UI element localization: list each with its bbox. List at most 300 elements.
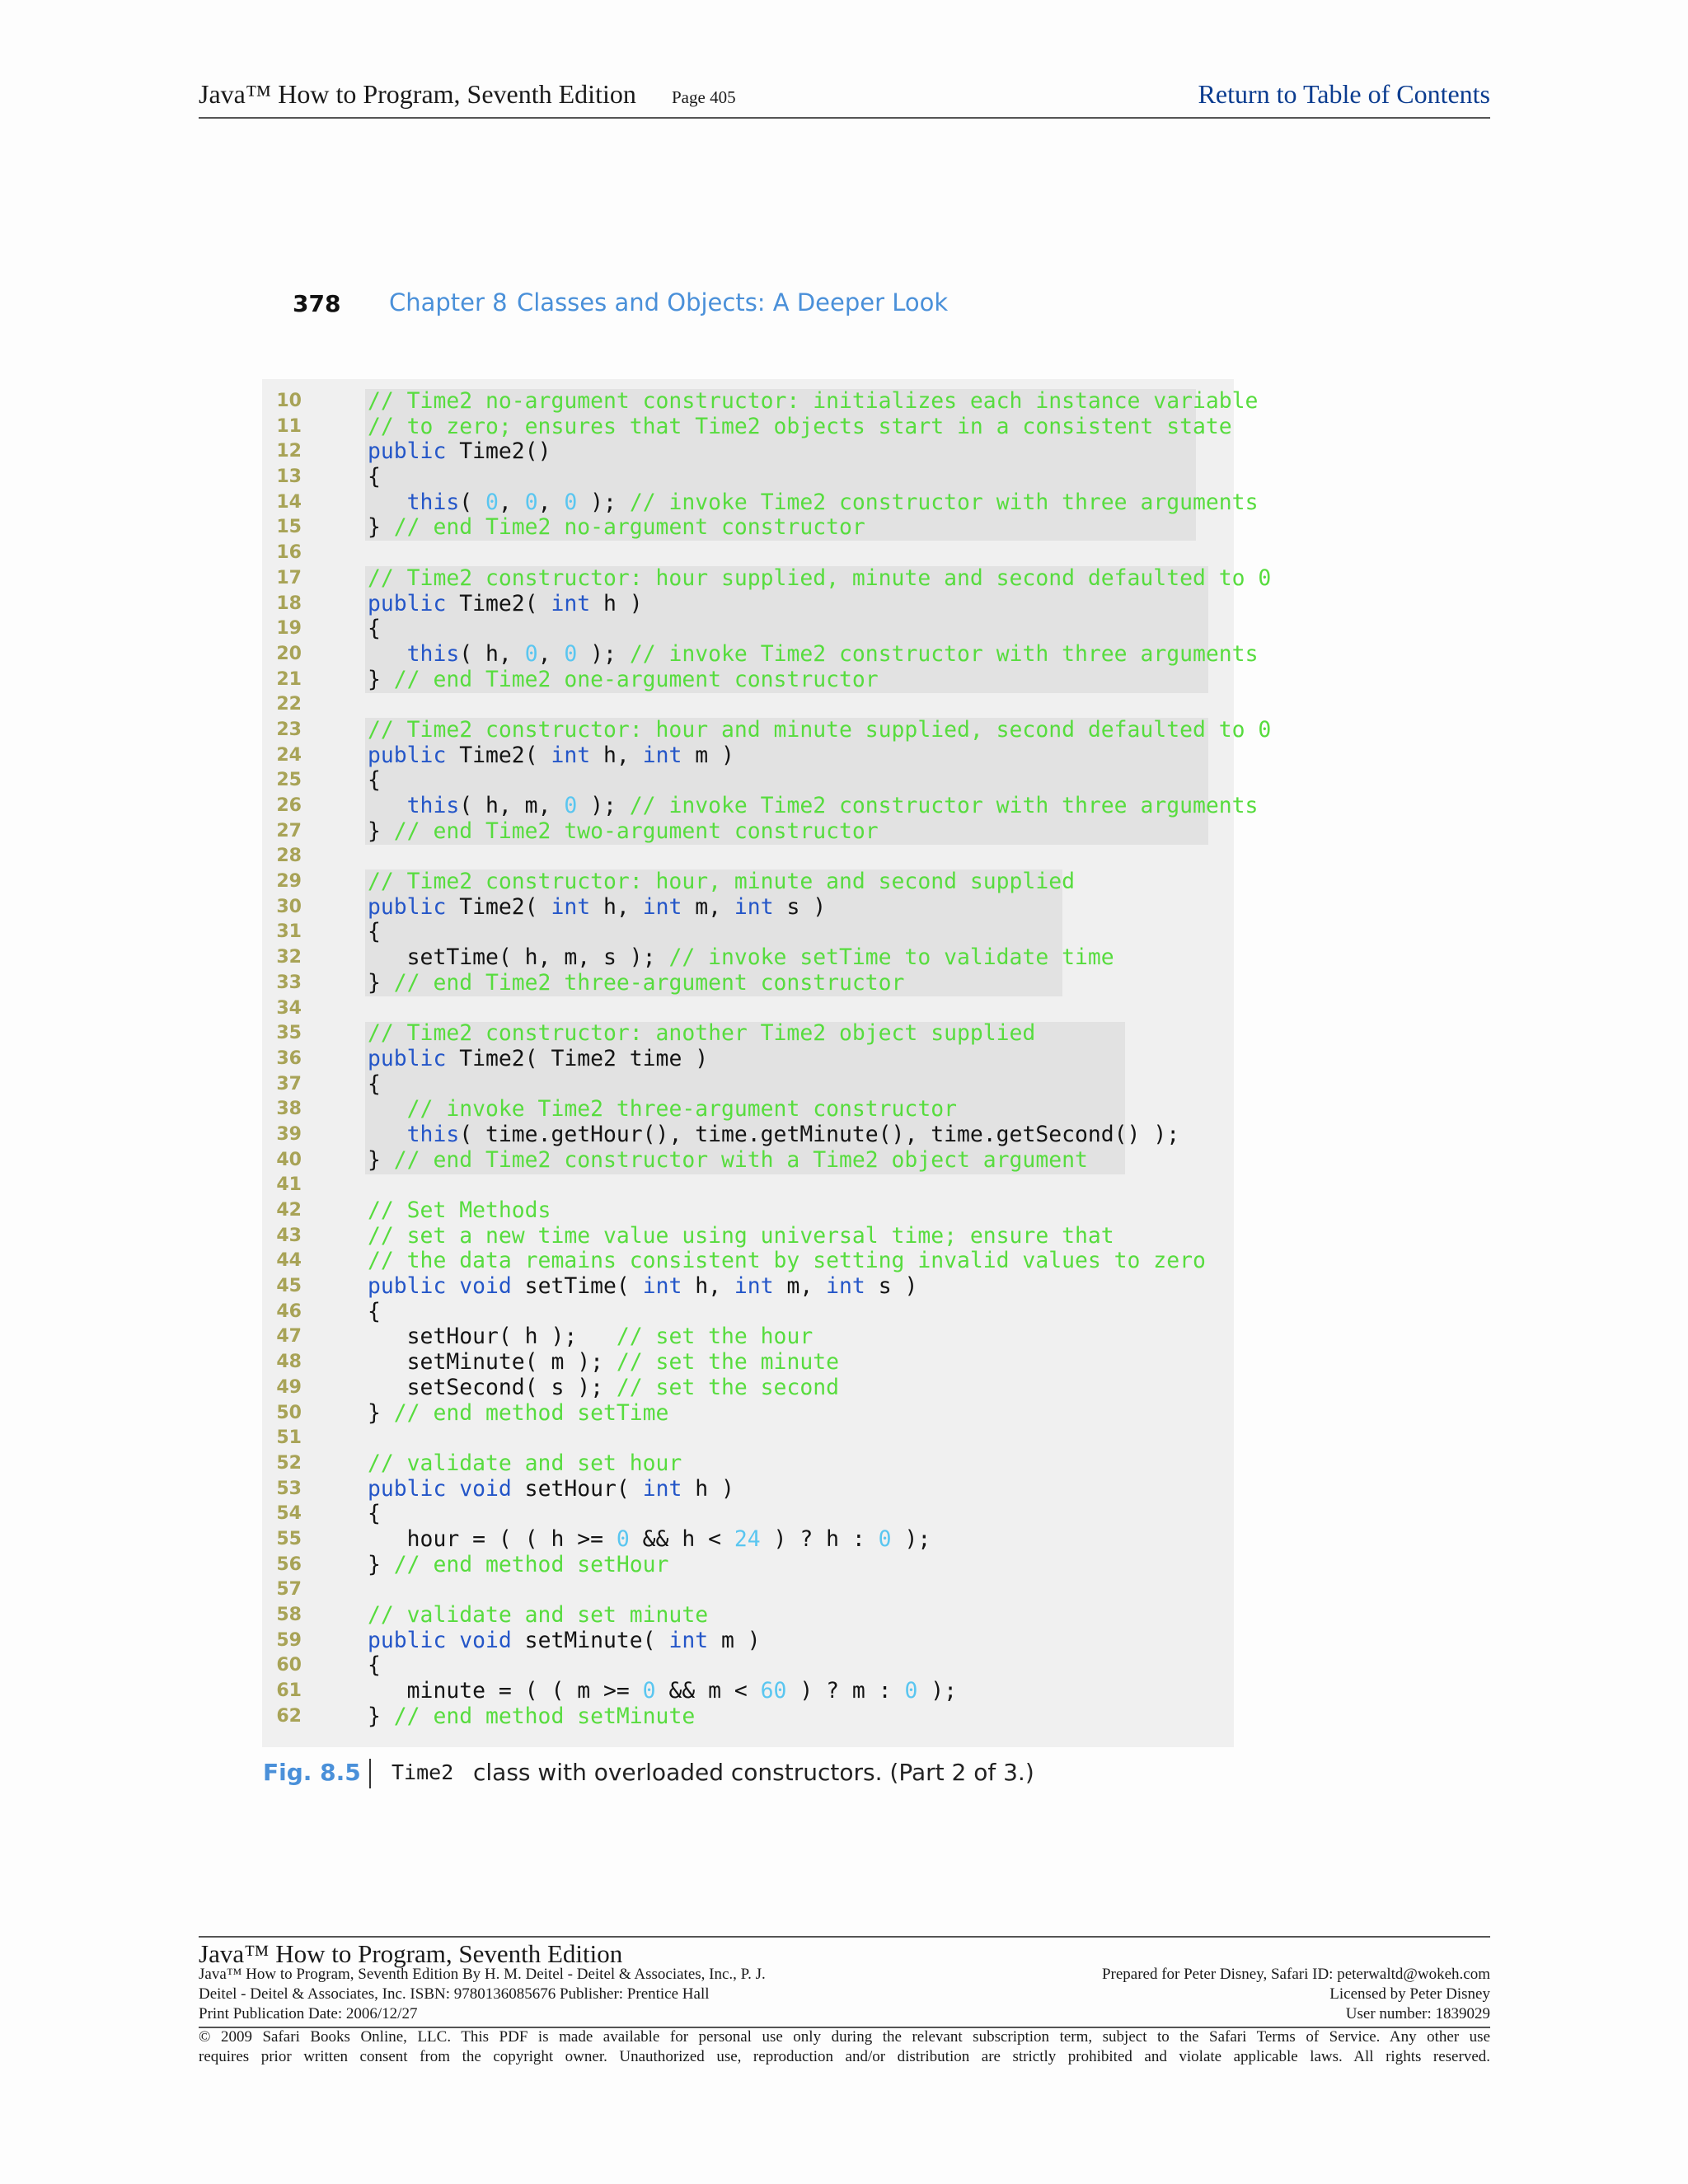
keyword: void <box>459 1627 512 1653</box>
code-line <box>262 541 1234 566</box>
keyword: int <box>551 893 591 920</box>
page-label: Page 405 <box>672 87 736 107</box>
keyword: int <box>826 1273 865 1300</box>
code-token: { <box>368 919 381 945</box>
chapter-title: Classes and Objects: A Deeper Look <box>517 288 949 316</box>
code-text <box>368 1324 813 1350</box>
number-literal: 0 <box>524 640 538 667</box>
code-token <box>368 1096 407 1122</box>
chapter-label: Chapter 8 <box>389 288 508 316</box>
code-line <box>262 971 1234 996</box>
code-line <box>262 388 1259 415</box>
keyword: int <box>734 893 774 920</box>
code-line <box>262 1047 1234 1072</box>
line-number: 39 <box>276 1123 302 1145</box>
code-text <box>368 1224 1114 1249</box>
code-line <box>262 1704 1234 1730</box>
code-text <box>368 718 1271 743</box>
code-line <box>262 465 1234 490</box>
comment: // invoke setTime to validate time <box>668 944 1114 971</box>
code-token: Time2( Time2 time ) <box>446 1045 709 1071</box>
footer-right-line: User number: 1839029 <box>1345 2005 1490 2022</box>
line-number: 47 <box>276 1326 302 1347</box>
line-number: 58 <box>276 1605 302 1625</box>
code-line <box>262 996 1234 1022</box>
code-line <box>262 1426 1234 1451</box>
line-number: 36 <box>276 1047 302 1069</box>
line-number: 51 <box>276 1427 302 1449</box>
code-token: { <box>368 767 381 794</box>
line-number: 19 <box>276 618 302 640</box>
code-line <box>262 1274 1234 1300</box>
code-token: setMinute( m ); <box>368 1349 617 1376</box>
code-text <box>368 1502 381 1527</box>
code-text <box>368 920 381 945</box>
code-line <box>262 716 1272 743</box>
code-token: setMinute( <box>511 1627 669 1653</box>
line-number: 45 <box>276 1276 302 1297</box>
line-number: 33 <box>276 972 302 993</box>
line-number: 35 <box>276 1023 302 1044</box>
number-literal: 0 <box>564 793 578 818</box>
keyword: public <box>368 590 447 616</box>
figure-caption <box>263 1759 1034 1786</box>
code-token: { <box>368 1652 381 1679</box>
code-line <box>262 415 1234 440</box>
comment: // invoke Time2 constructor with three arguments <box>629 489 1259 515</box>
code-text <box>368 1198 551 1224</box>
code-token: } <box>368 514 394 541</box>
line-number: 17 <box>276 567 302 588</box>
line-number: 23 <box>276 719 302 740</box>
line-number: 24 <box>276 744 302 766</box>
line-number: 52 <box>276 1452 302 1474</box>
line-number: 41 <box>276 1174 302 1196</box>
line-number: 53 <box>276 1478 302 1499</box>
code-text <box>368 1300 381 1325</box>
code-token: Time2( <box>446 893 551 920</box>
footer-left-line: Deitel - Deitel & Associates, Inc. ISBN: 9780136085676 Publisher: Prentice Hall <box>199 1985 710 2003</box>
keyword: this <box>406 1121 460 1147</box>
code-line <box>262 1502 1234 1527</box>
code-line <box>262 1376 1234 1401</box>
code-token: h, <box>590 742 643 768</box>
code-token: Time2( <box>446 590 551 616</box>
line-number: 49 <box>276 1376 302 1398</box>
code-token: ); <box>577 640 630 667</box>
line-number: 25 <box>276 770 302 791</box>
code-text <box>368 389 1258 415</box>
code-line <box>262 1477 1234 1502</box>
code-text <box>368 415 1232 440</box>
comment: // to zero; ensures that Time2 objects start in a consistent state <box>368 413 1232 439</box>
code-text <box>368 439 551 465</box>
code-text <box>368 945 1114 971</box>
code-text <box>368 515 865 541</box>
code-token <box>446 1628 459 1653</box>
code-line <box>262 1603 1234 1629</box>
code-token: } <box>368 1146 394 1173</box>
code-token: ( time.getHour(), time.getMinute(), time.getSecond() ); <box>459 1121 1180 1147</box>
keyword: int <box>734 1273 774 1300</box>
keyword: this <box>406 640 460 667</box>
code-token: } <box>368 969 394 996</box>
comment: // end method setMinute <box>393 1703 696 1729</box>
toc-link[interactable]: Return to Table of Contents <box>1198 79 1490 109</box>
keyword: this <box>406 489 460 515</box>
code-text <box>368 1704 695 1730</box>
keyword: public <box>368 1627 447 1653</box>
comment: // Time2 no-argument constructor: initializes each instance variable <box>368 388 1259 414</box>
code-token: { <box>368 1071 381 1097</box>
code-line <box>262 692 1234 718</box>
comment: // end Time2 three-argument constructor <box>393 969 905 996</box>
code-text <box>368 1629 761 1654</box>
code-line <box>262 743 1234 769</box>
code-text <box>368 768 381 794</box>
code-token: ) ? h : <box>760 1526 879 1552</box>
comment: // validate and set minute <box>368 1602 709 1628</box>
code-text <box>368 1653 381 1679</box>
code-text <box>368 819 879 845</box>
keyword: public <box>368 1273 447 1300</box>
code-token <box>368 793 407 818</box>
comment: // end Time2 constructor with a Time2 object argument <box>393 1146 1088 1173</box>
code-text <box>368 1477 734 1502</box>
comment: // set the second <box>616 1374 839 1400</box>
code-line <box>262 1224 1234 1249</box>
code-token: m ) <box>682 742 734 768</box>
code-token <box>446 1476 459 1502</box>
number-literal: 0 <box>642 1678 656 1704</box>
code-token: } <box>368 818 394 844</box>
code-token: setTime( h, m, s ); <box>368 944 669 971</box>
comment: // the data remains consistent by setting invalid values to zero <box>368 1248 1206 1274</box>
code-line <box>262 668 1234 693</box>
code-line <box>262 1300 1234 1325</box>
code-token: Time2() <box>446 438 551 465</box>
line-number: 62 <box>276 1705 302 1727</box>
code-token <box>446 1273 459 1299</box>
line-number: 27 <box>276 820 302 841</box>
code-token: h ) <box>590 590 643 616</box>
code-line <box>262 1148 1234 1174</box>
line-number: 11 <box>276 415 302 437</box>
code-line <box>262 768 1234 794</box>
code-token: setTime( <box>511 1273 643 1300</box>
number-literal: 0 <box>878 1526 892 1552</box>
keyword: int <box>642 1273 682 1300</box>
book-page-number: 378 <box>293 290 341 317</box>
line-number: 59 <box>276 1629 302 1651</box>
code-token: ( h, <box>459 640 525 667</box>
number-literal: 60 <box>760 1678 787 1704</box>
number-literal: 0 <box>564 640 578 667</box>
keyword: int <box>668 1627 709 1653</box>
code-line <box>262 945 1234 971</box>
line-number: 14 <box>276 491 302 513</box>
code-text <box>368 490 1258 516</box>
keyword: this <box>406 793 460 818</box>
code-token: , <box>537 489 565 515</box>
comment: // invoke Time2 three-argument constructor <box>406 1096 957 1122</box>
code-token: m ) <box>708 1627 761 1653</box>
line-number: 56 <box>276 1554 302 1575</box>
book-title: Java™ How to Program, Seventh Edition <box>199 79 636 109</box>
code-token: } <box>368 666 394 692</box>
code-line <box>262 1198 1234 1224</box>
line-number: 44 <box>276 1250 302 1272</box>
code-line <box>262 1451 1234 1477</box>
code-line <box>262 515 1234 541</box>
code-text <box>368 1072 381 1098</box>
code-line <box>262 895 1234 921</box>
code-text <box>368 1401 668 1427</box>
line-number: 18 <box>276 593 302 614</box>
footer-title: Java™ How to Program, Seventh Edition <box>199 1939 623 1968</box>
code-token: { <box>368 1501 381 1527</box>
code-text <box>368 971 904 996</box>
code-text <box>368 1122 1179 1148</box>
code-line <box>262 1249 1234 1274</box>
line-number: 54 <box>276 1503 302 1525</box>
code-text <box>368 895 826 921</box>
comment: // end Time2 no-argument constructor <box>393 514 865 541</box>
comment: // validate and set hour <box>368 1450 682 1476</box>
line-number: 37 <box>276 1073 302 1094</box>
code-token: setSecond( s ); <box>368 1374 617 1400</box>
comment: // set the minute <box>616 1349 839 1376</box>
keyword: void <box>459 1273 512 1300</box>
code-line <box>262 1324 1234 1350</box>
code-token: h, <box>682 1273 734 1300</box>
line-number: 34 <box>276 997 302 1019</box>
code-line <box>262 592 1234 617</box>
code-token: setHour( h ); <box>368 1324 617 1350</box>
line-number: 60 <box>276 1655 302 1676</box>
code-line <box>262 616 1234 642</box>
keyword: public <box>368 742 447 768</box>
code-token <box>368 1122 407 1147</box>
comment: // end method setHour <box>393 1551 669 1577</box>
comment: // invoke Time2 constructor with three arguments <box>629 793 1259 818</box>
line-number: 32 <box>276 947 302 968</box>
code-line <box>262 1072 1234 1098</box>
code-token: , <box>537 640 565 667</box>
figure-label: Fig. 8.5 <box>263 1759 361 1786</box>
code-line <box>262 920 1234 945</box>
code-line <box>262 1679 1234 1704</box>
code-text <box>368 1603 708 1629</box>
code-token: && m < <box>655 1678 761 1704</box>
code-line <box>262 1629 1234 1654</box>
line-number: 40 <box>276 1149 302 1170</box>
number-literal: 0 <box>904 1678 918 1704</box>
code-line <box>262 1527 1234 1553</box>
comment: // set the hour <box>616 1324 814 1350</box>
code-text <box>368 1451 682 1477</box>
code-text <box>368 869 1075 895</box>
code-token: ); <box>891 1526 931 1552</box>
keyword: public <box>368 1045 447 1071</box>
line-number: 20 <box>276 643 302 664</box>
keyword: public <box>368 893 447 920</box>
code-token: h ) <box>682 1475 734 1502</box>
code-line <box>262 1097 1234 1122</box>
code-token: ); <box>917 1678 958 1704</box>
line-number: 31 <box>276 921 302 943</box>
code-token: { <box>368 464 381 490</box>
code-line <box>262 1577 1234 1603</box>
code-token: ) ? m : <box>786 1678 905 1704</box>
line-number: 26 <box>276 795 302 816</box>
code-line <box>262 1653 1234 1679</box>
code-line <box>262 1021 1234 1047</box>
line-number: 22 <box>276 694 302 715</box>
code-token: s ) <box>773 893 827 920</box>
comment: // invoke Time2 constructor with three arguments <box>629 640 1259 667</box>
number-literal: 24 <box>734 1526 761 1552</box>
number-literal: 0 <box>524 489 538 515</box>
line-number: 42 <box>276 1200 302 1221</box>
page-header <box>199 79 1490 119</box>
code-token: hour = ( ( h >= <box>368 1526 617 1552</box>
comment: // end Time2 two-argument constructor <box>393 818 879 844</box>
footer-left-line: Java™ How to Program, Seventh Edition By H. M. Deitel - Deitel & Associates, Inc., P. J. <box>199 1966 766 1983</box>
code-token: m, <box>682 893 734 920</box>
keyword: int <box>551 590 591 616</box>
line-number: 30 <box>276 896 302 917</box>
keyword: public <box>368 438 447 465</box>
code-token <box>368 641 407 667</box>
page-footer <box>199 1936 1490 2065</box>
line-number: 15 <box>276 517 302 538</box>
line-number: 29 <box>276 871 302 893</box>
keyword: int <box>642 742 682 768</box>
code-line <box>262 819 1234 845</box>
line-number: 21 <box>276 668 302 690</box>
code-text <box>368 1249 1206 1274</box>
copyright-line: © 2009 Safari Books Online, LLC. This PDF is made available for personal use only during the relevant subscription term, subject to the Safari Terms of Service. Any other use <box>199 2028 1490 2046</box>
caption-class-name: Time2 <box>392 1760 454 1784</box>
code-text <box>368 1097 957 1122</box>
number-literal: 0 <box>564 489 578 515</box>
keyword: public <box>368 1475 447 1502</box>
comment: // Set Methods <box>368 1197 551 1223</box>
code-token: setHour( <box>511 1475 643 1502</box>
code-token: minute = ( ( m >= <box>368 1678 643 1704</box>
caption-divider <box>369 1759 371 1788</box>
code-text <box>368 668 879 693</box>
comment: // Time2 constructor: another Time2 object supplied <box>368 1020 1036 1047</box>
code-line <box>262 1350 1234 1376</box>
code-token: ( <box>459 489 486 515</box>
keyword: int <box>642 1475 682 1502</box>
code-token: Time2( <box>446 742 551 768</box>
code-text <box>368 592 643 617</box>
code-line <box>262 1122 1234 1148</box>
code-listing <box>262 388 1272 1729</box>
line-number: 55 <box>276 1528 302 1549</box>
footer-left-line: Print Publication Date: 2006/12/27 <box>199 2005 418 2022</box>
line-number: 46 <box>276 1301 302 1322</box>
code-line <box>262 1401 1234 1427</box>
line-number: 57 <box>276 1579 302 1601</box>
code-line <box>262 869 1234 895</box>
code-text <box>368 1376 839 1401</box>
footer-right-line: Licensed by Peter Disney <box>1329 1985 1490 2003</box>
comment: // end method setTime <box>393 1399 669 1426</box>
line-number: 48 <box>276 1352 302 1373</box>
line-number: 16 <box>276 542 302 564</box>
code-text <box>368 1527 931 1553</box>
line-number: 43 <box>276 1225 302 1246</box>
line-number: 12 <box>276 441 302 462</box>
code-text <box>368 642 1258 668</box>
code-token: } <box>368 1399 394 1426</box>
code-text <box>368 1047 708 1072</box>
code-line <box>262 489 1259 516</box>
code-token: s ) <box>865 1273 918 1300</box>
number-literal: 0 <box>485 489 499 515</box>
code-token: { <box>368 616 381 642</box>
code-line <box>262 793 1259 819</box>
code-token: ( h, m, <box>459 793 565 818</box>
copyright-line: requires prior written consent from the copyright owner. Unauthorized use, reproduction and/or distribution are strictly prohibited and violate applicable laws. All rights reserved. <box>199 2048 1490 2065</box>
code-token: ); <box>577 489 630 515</box>
code-text <box>368 794 1258 819</box>
code-line <box>262 640 1259 668</box>
line-number: 50 <box>276 1402 302 1423</box>
line-number: 38 <box>276 1099 302 1120</box>
code-text <box>368 1679 957 1704</box>
code-line <box>262 565 1272 592</box>
code-text <box>368 566 1271 592</box>
code-line <box>262 1553 1234 1578</box>
line-number: 61 <box>276 1680 302 1702</box>
comment: // set a new time value using universal time; ensure that <box>368 1222 1114 1249</box>
code-token: && h < <box>629 1526 734 1552</box>
code-text <box>368 743 734 769</box>
code-token <box>368 490 407 515</box>
code-text <box>368 1021 1035 1047</box>
keyword: int <box>551 742 591 768</box>
code-token: { <box>368 1298 381 1324</box>
number-literal: 0 <box>616 1526 630 1552</box>
code-line <box>262 439 1234 465</box>
comment: // Time2 constructor: hour and minute supplied, second defaulted to 0 <box>368 716 1272 743</box>
code-token: } <box>368 1703 394 1729</box>
keyword: void <box>459 1475 512 1502</box>
code-token: , <box>498 489 525 515</box>
code-text <box>368 1350 839 1376</box>
code-token: h, <box>590 893 643 920</box>
comment: // end Time2 one-argument constructor <box>393 666 879 692</box>
keyword: int <box>642 893 682 920</box>
comment: // Time2 constructor: hour, minute and second supplied <box>368 869 1075 895</box>
line-number: 28 <box>276 846 302 867</box>
code-token: m, <box>773 1273 827 1300</box>
comment: // Time2 constructor: hour supplied, minute and second defaulted to 0 <box>368 565 1272 591</box>
line-number: 10 <box>276 391 302 411</box>
caption-text: class with overloaded constructors. (Part 2 of 3.) <box>473 1759 1034 1786</box>
code-line <box>262 844 1234 869</box>
code-token: ); <box>577 793 630 818</box>
code-text <box>368 1148 1088 1174</box>
line-number: 13 <box>276 466 302 488</box>
code-text <box>368 616 381 642</box>
code-token: } <box>368 1551 394 1577</box>
